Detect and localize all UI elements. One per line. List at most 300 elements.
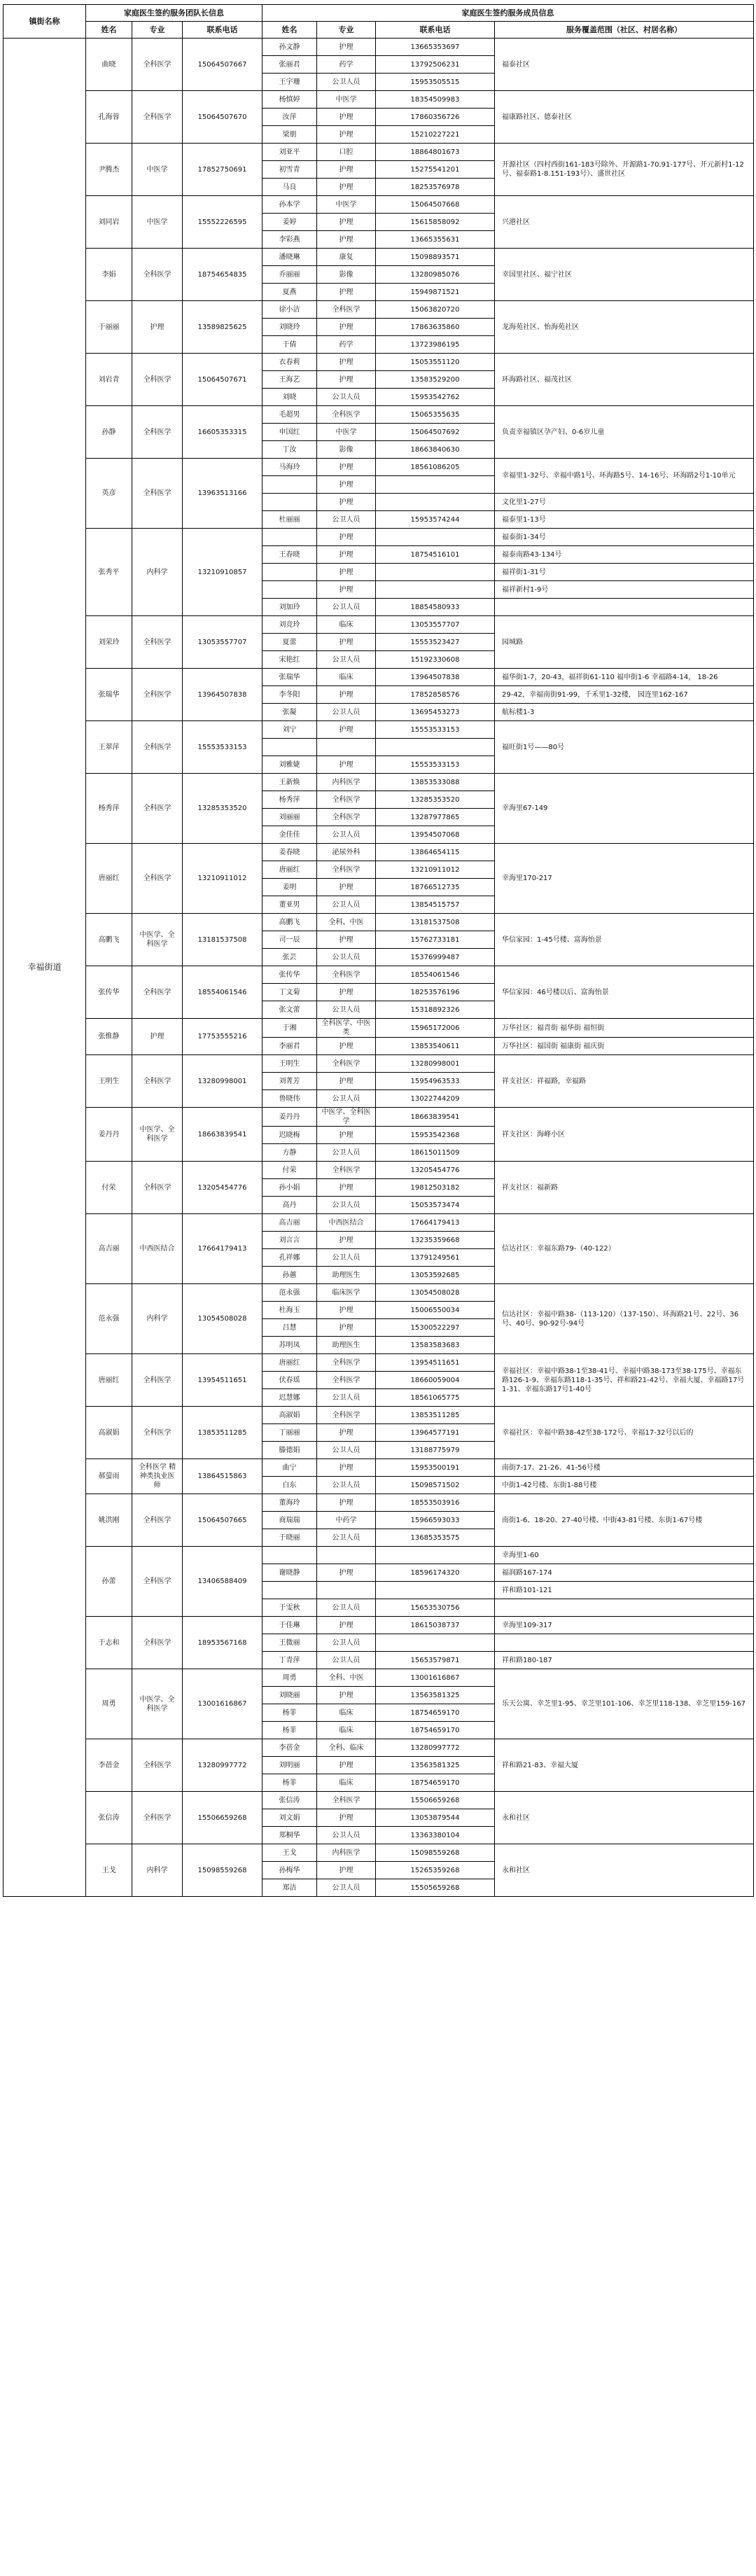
- leader-specialty: 全科医学: [132, 1162, 183, 1214]
- table-row: [4, 1019, 754, 1038]
- leader-phone: 15064507665: [183, 1494, 262, 1547]
- member-specialty: 护理: [317, 1459, 376, 1477]
- member-name: 潘晓琳: [262, 249, 317, 266]
- leader-specialty: 全科医学: [132, 1792, 183, 1844]
- member-name: 刘丽丽: [262, 809, 317, 826]
- member-name: 夏蕾: [262, 634, 317, 651]
- leader-specialty: 全科医学: [132, 844, 183, 914]
- member-name: 张瑞华: [262, 669, 317, 686]
- member-specialty: 护理: [317, 231, 376, 249]
- member-specialty: 护理: [317, 581, 376, 599]
- member-phone: 13964507838: [376, 669, 495, 686]
- service-area: 永和社区: [495, 1792, 754, 1844]
- table-row: [4, 1162, 754, 1179]
- member-phone: 15192330608: [376, 651, 495, 669]
- member-specialty: 公卫人员: [317, 1529, 376, 1547]
- member-specialty: 公卫人员: [317, 1827, 376, 1844]
- member-phone: 18596174320: [376, 1564, 495, 1582]
- leader-specialty: 全科医学: [132, 616, 183, 669]
- member-phone: 15098893571: [376, 249, 495, 266]
- service-area: 祥支社区：祥福路，幸福路: [495, 1055, 754, 1108]
- member-phone: 13205454776: [376, 1162, 495, 1179]
- member-phone: 15954963533: [376, 1073, 495, 1090]
- leader-phone: 13210910857: [183, 529, 262, 616]
- member-phone: 18354509983: [376, 91, 495, 109]
- member-name: 金佳佳: [262, 826, 317, 844]
- member-specialty: 护理: [317, 1862, 376, 1879]
- table-row: [4, 354, 754, 371]
- member-specialty: 全科医学: [317, 1354, 376, 1372]
- member-phone: 13583529200: [376, 371, 495, 389]
- leader-specialty: 全科医学: [132, 966, 183, 1019]
- member-specialty: 护理: [317, 879, 376, 896]
- member-name: 董亚男: [262, 896, 317, 914]
- member-name: 王海艺: [262, 371, 317, 389]
- leader-specialty: 全科医学: [132, 406, 183, 459]
- leader-name: 杨秀萍: [86, 774, 132, 844]
- member-name: 于湘: [262, 1019, 317, 1038]
- member-phone: 13964577191: [376, 1424, 495, 1442]
- leader-name: 王明生: [86, 1055, 132, 1108]
- member-phone: 15966593033: [376, 1512, 495, 1529]
- member-phone: 15064507668: [376, 196, 495, 214]
- member-name: 刘文娟: [262, 1809, 317, 1827]
- member-specialty: 护理: [317, 1038, 376, 1055]
- family-doctor-team-table: [3, 4, 754, 1897]
- member-phone: 18554061546: [376, 966, 495, 984]
- leader-name: 张信涛: [86, 1792, 132, 1844]
- member-phone: 13053557707: [376, 616, 495, 634]
- member-phone: 13853540611: [376, 1038, 495, 1055]
- table-row: [4, 301, 754, 319]
- member-specialty: 护理: [317, 161, 376, 179]
- member-phone: 13954507068: [376, 826, 495, 844]
- member-name: 司一辰: [262, 931, 317, 949]
- leader-phone: 15064507667: [183, 39, 262, 91]
- member-name: 迟晓梅: [262, 1127, 317, 1144]
- member-phone: 13695453273: [376, 704, 495, 721]
- service-area: 福祥街1-31号: [495, 564, 754, 581]
- member-specialty: 全科医学: [317, 809, 376, 826]
- service-area: 福华街1-7，20-43，福祥街61-110 福申街1-6 幸福路4-14， 18-26: [495, 669, 754, 686]
- service-area: 福泰社区: [495, 39, 754, 91]
- member-name: 高丹: [262, 1197, 317, 1214]
- leader-specialty: 中医学、全科医学: [132, 1108, 183, 1162]
- member-name: 王春晓: [262, 546, 317, 564]
- service-area: 华信家园：46号楼以后、富海怡景: [495, 966, 754, 1019]
- member-phone: 13723986195: [376, 336, 495, 354]
- leader-specialty: 全科医学: [132, 1739, 183, 1792]
- header-specialty: 专业: [132, 22, 183, 39]
- service-area: 万华社区：福青街 福华街 福恒街: [495, 1019, 754, 1038]
- member-specialty: 公卫人员: [317, 1197, 376, 1214]
- member-specialty: 药学: [317, 336, 376, 354]
- member-specialty: 护理: [317, 319, 376, 336]
- leader-specialty: 内科学: [132, 1844, 183, 1897]
- leader-name: 周勇: [86, 1669, 132, 1739]
- member-phone: 15063820720: [376, 301, 495, 319]
- member-phone: 13853511285: [376, 1407, 495, 1424]
- member-phone: 15953542368: [376, 1127, 495, 1144]
- member-specialty: 内科医学: [317, 1844, 376, 1862]
- member-phone: 15098559268: [376, 1844, 495, 1862]
- member-phone: 13001616867: [376, 1669, 495, 1687]
- member-name: 孙梅华: [262, 1862, 317, 1879]
- member-name: 刘宁: [262, 721, 317, 739]
- leader-specialty: 中医学: [132, 144, 183, 196]
- member-name: 苏明凤: [262, 1337, 317, 1354]
- member-phone: 13280998001: [376, 1055, 495, 1073]
- member-specialty: 护理: [317, 564, 376, 581]
- member-specialty: 公卫人员: [317, 1879, 376, 1897]
- member-name: 孙小娟: [262, 1179, 317, 1197]
- member-name: 于倩: [262, 336, 317, 354]
- member-phone: [376, 1634, 495, 1652]
- leader-phone: 13954511651: [183, 1354, 262, 1407]
- member-phone: 17852858576: [376, 686, 495, 704]
- member-phone: 13685353575: [376, 1529, 495, 1547]
- service-area: 华信家园：1-45号楼、富海怡景: [495, 914, 754, 966]
- table-row: [4, 1284, 754, 1302]
- member-name: 姜明: [262, 879, 317, 896]
- leader-name: 李蓓金: [86, 1739, 132, 1792]
- leader-phone: 15098559268: [183, 1844, 262, 1897]
- member-phone: 15653579871: [376, 1652, 495, 1669]
- leader-phone: 13853511285: [183, 1407, 262, 1459]
- leader-specialty: 全科医学: [132, 721, 183, 774]
- member-phone: 15653530756: [376, 1599, 495, 1617]
- member-specialty: 全科医学: [317, 1372, 376, 1389]
- service-area: 29-42，幸福南街91-99，千禾里1-32楼， 园连里162-167: [495, 686, 754, 704]
- service-area: 福祥新村1-9号: [495, 581, 754, 599]
- member-name: 杜丽丽: [262, 511, 317, 529]
- leader-phone: 15064507670: [183, 91, 262, 144]
- member-name: 李彩燕: [262, 231, 317, 249]
- member-specialty: 护理: [317, 1757, 376, 1774]
- table-row: [4, 721, 754, 739]
- leader-name: 郝萤雨: [86, 1459, 132, 1494]
- member-name: 高淑娟: [262, 1407, 317, 1424]
- member-name: 刘菁芳: [262, 1073, 317, 1090]
- member-specialty: 全科医学: [317, 1407, 376, 1424]
- service-area: 福泰里1-13号: [495, 511, 754, 529]
- leader-specialty: 全科医学: [132, 91, 183, 144]
- member-phone: 18615038737: [376, 1617, 495, 1634]
- member-name: [262, 739, 317, 756]
- leader-phone: 18953567168: [183, 1617, 262, 1669]
- header-phone: 联系电话: [183, 22, 262, 39]
- member-name: 王宇珊: [262, 74, 317, 91]
- member-specialty: 公卫人员: [317, 1389, 376, 1407]
- member-phone: 15615858092: [376, 214, 495, 231]
- member-phone: 15210227221: [376, 126, 495, 144]
- leader-specialty: 全科医学: [132, 354, 183, 406]
- table-row: [4, 459, 754, 476]
- member-name: 孙蕙: [262, 1267, 317, 1284]
- member-phone: 13563581325: [376, 1687, 495, 1704]
- member-phone: [376, 739, 495, 756]
- member-name: [262, 1582, 317, 1599]
- member-name: 商瑞瑞: [262, 1512, 317, 1529]
- member-phone: [376, 476, 495, 494]
- leader-name: 于丽丽: [86, 301, 132, 354]
- member-name: 马海玲: [262, 459, 317, 476]
- table-row: [4, 529, 754, 546]
- leader-specialty: 全科医学: [132, 249, 183, 301]
- member-phone: 15318892326: [376, 1001, 495, 1019]
- member-phone: 13285353520: [376, 791, 495, 809]
- service-area: 信达社区：幸福东路79-（40-122）: [495, 1214, 754, 1284]
- leader-specialty: 全科医学: [132, 459, 183, 529]
- member-name: 刘雅婕: [262, 756, 317, 774]
- service-area: 幸国里社区、福宁社区: [495, 249, 754, 301]
- table-row: [4, 1547, 754, 1564]
- leader-name: 张瑞华: [86, 669, 132, 721]
- member-phone: 18660059004: [376, 1372, 495, 1389]
- header-member-phone: 联系电话: [376, 22, 495, 39]
- member-specialty: 全科医学: [317, 861, 376, 879]
- member-specialty: 护理: [317, 39, 376, 56]
- member-specialty: 影像: [317, 266, 376, 284]
- member-name: 丁丽丽: [262, 1424, 317, 1442]
- member-specialty: 公卫人员: [317, 511, 376, 529]
- member-name: 李蓓金: [262, 1739, 317, 1757]
- member-name: 吕慧: [262, 1319, 317, 1337]
- table-row: [4, 1494, 754, 1512]
- member-name: 刘晓: [262, 389, 317, 406]
- member-phone: 18253576196: [376, 984, 495, 1001]
- member-specialty: 公卫人员: [317, 1477, 376, 1494]
- member-specialty: 临床: [317, 1722, 376, 1739]
- leader-specialty: 全科医学: [132, 774, 183, 844]
- member-phone: 13665355631: [376, 231, 495, 249]
- member-name: 丁文菊: [262, 984, 317, 1001]
- service-area: 幸福里1-32号、幸福中路1号、环海路5号、14-16号、环海路2号1-10单元: [495, 459, 754, 494]
- service-area: 园城路: [495, 616, 754, 669]
- member-specialty: 公卫人员: [317, 1652, 376, 1669]
- member-phone: 15553533153: [376, 721, 495, 739]
- member-phone: 15065355635: [376, 406, 495, 424]
- member-specialty: 全科、临床: [317, 1739, 376, 1757]
- member-phone: 17860356726: [376, 109, 495, 126]
- service-area: [495, 599, 754, 616]
- member-specialty: 公卫人员: [317, 704, 376, 721]
- member-specialty: 公卫人员: [317, 389, 376, 406]
- member-phone: 15275541201: [376, 161, 495, 179]
- member-specialty: 全科医学: [317, 791, 376, 809]
- member-specialty: 护理: [317, 1687, 376, 1704]
- member-phone: 18561065775: [376, 1389, 495, 1407]
- member-phone: 18854580933: [376, 599, 495, 616]
- member-specialty: 护理: [317, 476, 376, 494]
- table-row: [4, 1669, 754, 1687]
- member-specialty: 护理: [317, 529, 376, 546]
- leader-phone: 18754654835: [183, 249, 262, 301]
- table-row: [4, 196, 754, 214]
- leader-phone: 13280997772: [183, 1739, 262, 1792]
- leader-phone: 16605353315: [183, 406, 262, 459]
- table-row: [4, 249, 754, 266]
- member-name: 张凝: [262, 704, 317, 721]
- leader-specialty: 护理: [132, 1019, 183, 1055]
- member-name: 姜丹丹: [262, 1108, 317, 1127]
- member-name: [262, 494, 317, 511]
- member-phone: 13054508028: [376, 1284, 495, 1302]
- leader-phone: 13285353520: [183, 774, 262, 844]
- member-phone: [376, 1582, 495, 1599]
- member-specialty: 护理: [317, 1179, 376, 1197]
- member-specialty: 护理: [317, 1302, 376, 1319]
- member-specialty: 临床: [317, 1704, 376, 1722]
- member-name: 刘加玲: [262, 599, 317, 616]
- member-specialty: 公卫人员: [317, 949, 376, 966]
- member-phone: 13188775979: [376, 1442, 495, 1459]
- leader-name: 孙蕾: [86, 1547, 132, 1617]
- leader-name: 张惟静: [86, 1019, 132, 1055]
- member-specialty: 护理: [317, 1809, 376, 1827]
- member-specialty: 全科、中医: [317, 1669, 376, 1687]
- member-phone: 18663839541: [376, 1108, 495, 1127]
- member-name: 刘言言: [262, 1232, 317, 1249]
- header-member-name: 姓名: [262, 22, 317, 39]
- member-phone: 13053879544: [376, 1809, 495, 1827]
- member-specialty: 公卫人员: [317, 1442, 376, 1459]
- header-team-group: 家庭医生签约服务团队长信息: [86, 5, 262, 22]
- member-phone: 15762733181: [376, 931, 495, 949]
- member-phone: 15965172006: [376, 1019, 495, 1038]
- member-name: 乔丽丽: [262, 266, 317, 284]
- member-specialty: 影像: [317, 441, 376, 459]
- service-area: 福康路社区、德泰社区: [495, 91, 754, 144]
- member-name: 申国红: [262, 424, 317, 441]
- member-name: 梁朋: [262, 126, 317, 144]
- leader-phone: 13205454776: [183, 1162, 262, 1214]
- service-area: 龙海苑社区、怡海苑社区: [495, 301, 754, 354]
- member-name: 王微丽: [262, 1634, 317, 1652]
- member-name: 高吉丽: [262, 1214, 317, 1232]
- table-row: [4, 1214, 754, 1232]
- member-phone: 13181537508: [376, 914, 495, 931]
- leader-specialty: 内科学: [132, 529, 183, 616]
- member-name: 张丽君: [262, 56, 317, 74]
- member-specialty: 中医学: [317, 196, 376, 214]
- member-specialty: 护理: [317, 686, 376, 704]
- member-phone: 13053592685: [376, 1267, 495, 1284]
- member-name: [262, 581, 317, 599]
- leader-name: 孙静: [86, 406, 132, 459]
- member-specialty: 公卫人员: [317, 1634, 376, 1652]
- service-area: 航标楼1-3: [495, 704, 754, 721]
- service-area: 福泰街1-34号: [495, 529, 754, 546]
- leader-specialty: 内科学: [132, 1284, 183, 1354]
- leader-name: 于志和: [86, 1617, 132, 1669]
- service-area: 信达社区：幸福中路38-（113-120）（137-150）、环海路21号、22号、36号、40号、90-92号-94号: [495, 1284, 754, 1354]
- member-specialty: 公卫人员: [317, 1144, 376, 1162]
- service-area: 乐天公寓、幸芝里1-95、幸芝里101-106、幸芝里118-138、幸芝里159-167: [495, 1669, 754, 1739]
- header-area: 服务覆盖范围（社区、村居名称）: [495, 22, 754, 39]
- member-phone: 18754516101: [376, 546, 495, 564]
- service-area: 祥和路21-83、幸福大厦: [495, 1739, 754, 1792]
- member-specialty: 护理: [317, 931, 376, 949]
- member-phone: [376, 1547, 495, 1564]
- service-area: 南街7-17、21-26、41-56号楼: [495, 1459, 754, 1477]
- member-name: 姜婷: [262, 214, 317, 231]
- header-member-specialty: 专业: [317, 22, 376, 39]
- member-specialty: 全科、中医: [317, 914, 376, 931]
- leader-name: 英彦: [86, 459, 132, 529]
- member-name: 张文蕾: [262, 1001, 317, 1019]
- member-specialty: 护理: [317, 459, 376, 476]
- member-name: 刘竞玲: [262, 616, 317, 634]
- member-phone: 19812503182: [376, 1179, 495, 1197]
- member-phone: 13791249561: [376, 1249, 495, 1267]
- member-phone: 18561086205: [376, 459, 495, 476]
- member-name: 丁青萍: [262, 1652, 317, 1669]
- member-specialty: 全科医学: [317, 1055, 376, 1073]
- member-specialty: 公卫人员: [317, 599, 376, 616]
- leader-phone: 13589825625: [183, 301, 262, 354]
- member-specialty: 护理: [317, 634, 376, 651]
- member-phone: 15053573474: [376, 1197, 495, 1214]
- member-specialty: 全科医学: [317, 966, 376, 984]
- member-specialty: 公卫人员: [317, 1249, 376, 1267]
- member-name: [262, 564, 317, 581]
- member-specialty: 公卫人员: [317, 74, 376, 91]
- leader-phone: 13210911012: [183, 844, 262, 914]
- leader-specialty: 全科医学: [132, 1494, 183, 1547]
- member-name: 汝萍: [262, 109, 317, 126]
- leader-phone: 18663839541: [183, 1108, 262, 1162]
- member-specialty: 护理: [317, 284, 376, 301]
- member-specialty: 中医学: [317, 91, 376, 109]
- table-row: [4, 914, 754, 931]
- member-name: 周勇: [262, 1669, 317, 1687]
- leader-phone: 13181537508: [183, 914, 262, 966]
- member-specialty: 护理: [317, 1424, 376, 1442]
- member-name: 姜春晓: [262, 844, 317, 861]
- member-name: 滕德娟: [262, 1442, 317, 1459]
- member-phone: 13864654115: [376, 844, 495, 861]
- leader-phone: 13864515863: [183, 1459, 262, 1494]
- leader-name: 张秀平: [86, 529, 132, 616]
- member-phone: 18754659170: [376, 1704, 495, 1722]
- leader-phone: 17753555216: [183, 1019, 262, 1055]
- member-name: 夏燕: [262, 284, 317, 301]
- table-row: [4, 1792, 754, 1809]
- table-row: [4, 844, 754, 861]
- member-specialty: 公卫人员: [317, 1599, 376, 1617]
- table-row: [4, 144, 754, 161]
- table-row: [4, 616, 754, 634]
- member-name: 方静: [262, 1144, 317, 1162]
- member-specialty: 全科医学: [317, 406, 376, 424]
- member-phone: 15300522297: [376, 1319, 495, 1337]
- service-area: 南街1-6、18-20、27-40号楼、中街43-81号楼、东街1-67号楼: [495, 1494, 754, 1547]
- member-specialty: 护理: [317, 179, 376, 196]
- leader-specialty: 中医学、全科医学: [132, 914, 183, 966]
- table-row: [4, 1459, 754, 1477]
- member-specialty: 公卫人员: [317, 1001, 376, 1019]
- table-row: [4, 1108, 754, 1127]
- leader-name: 张传华: [86, 966, 132, 1019]
- leader-name: 曲晓: [86, 39, 132, 91]
- member-name: 鲁晓伟: [262, 1090, 317, 1108]
- member-phone: 13235359668: [376, 1232, 495, 1249]
- leader-phone: 13053557707: [183, 616, 262, 669]
- leader-name: 付荣: [86, 1162, 132, 1214]
- service-area: 兴港社区: [495, 196, 754, 249]
- member-specialty: 护理: [317, 1232, 376, 1249]
